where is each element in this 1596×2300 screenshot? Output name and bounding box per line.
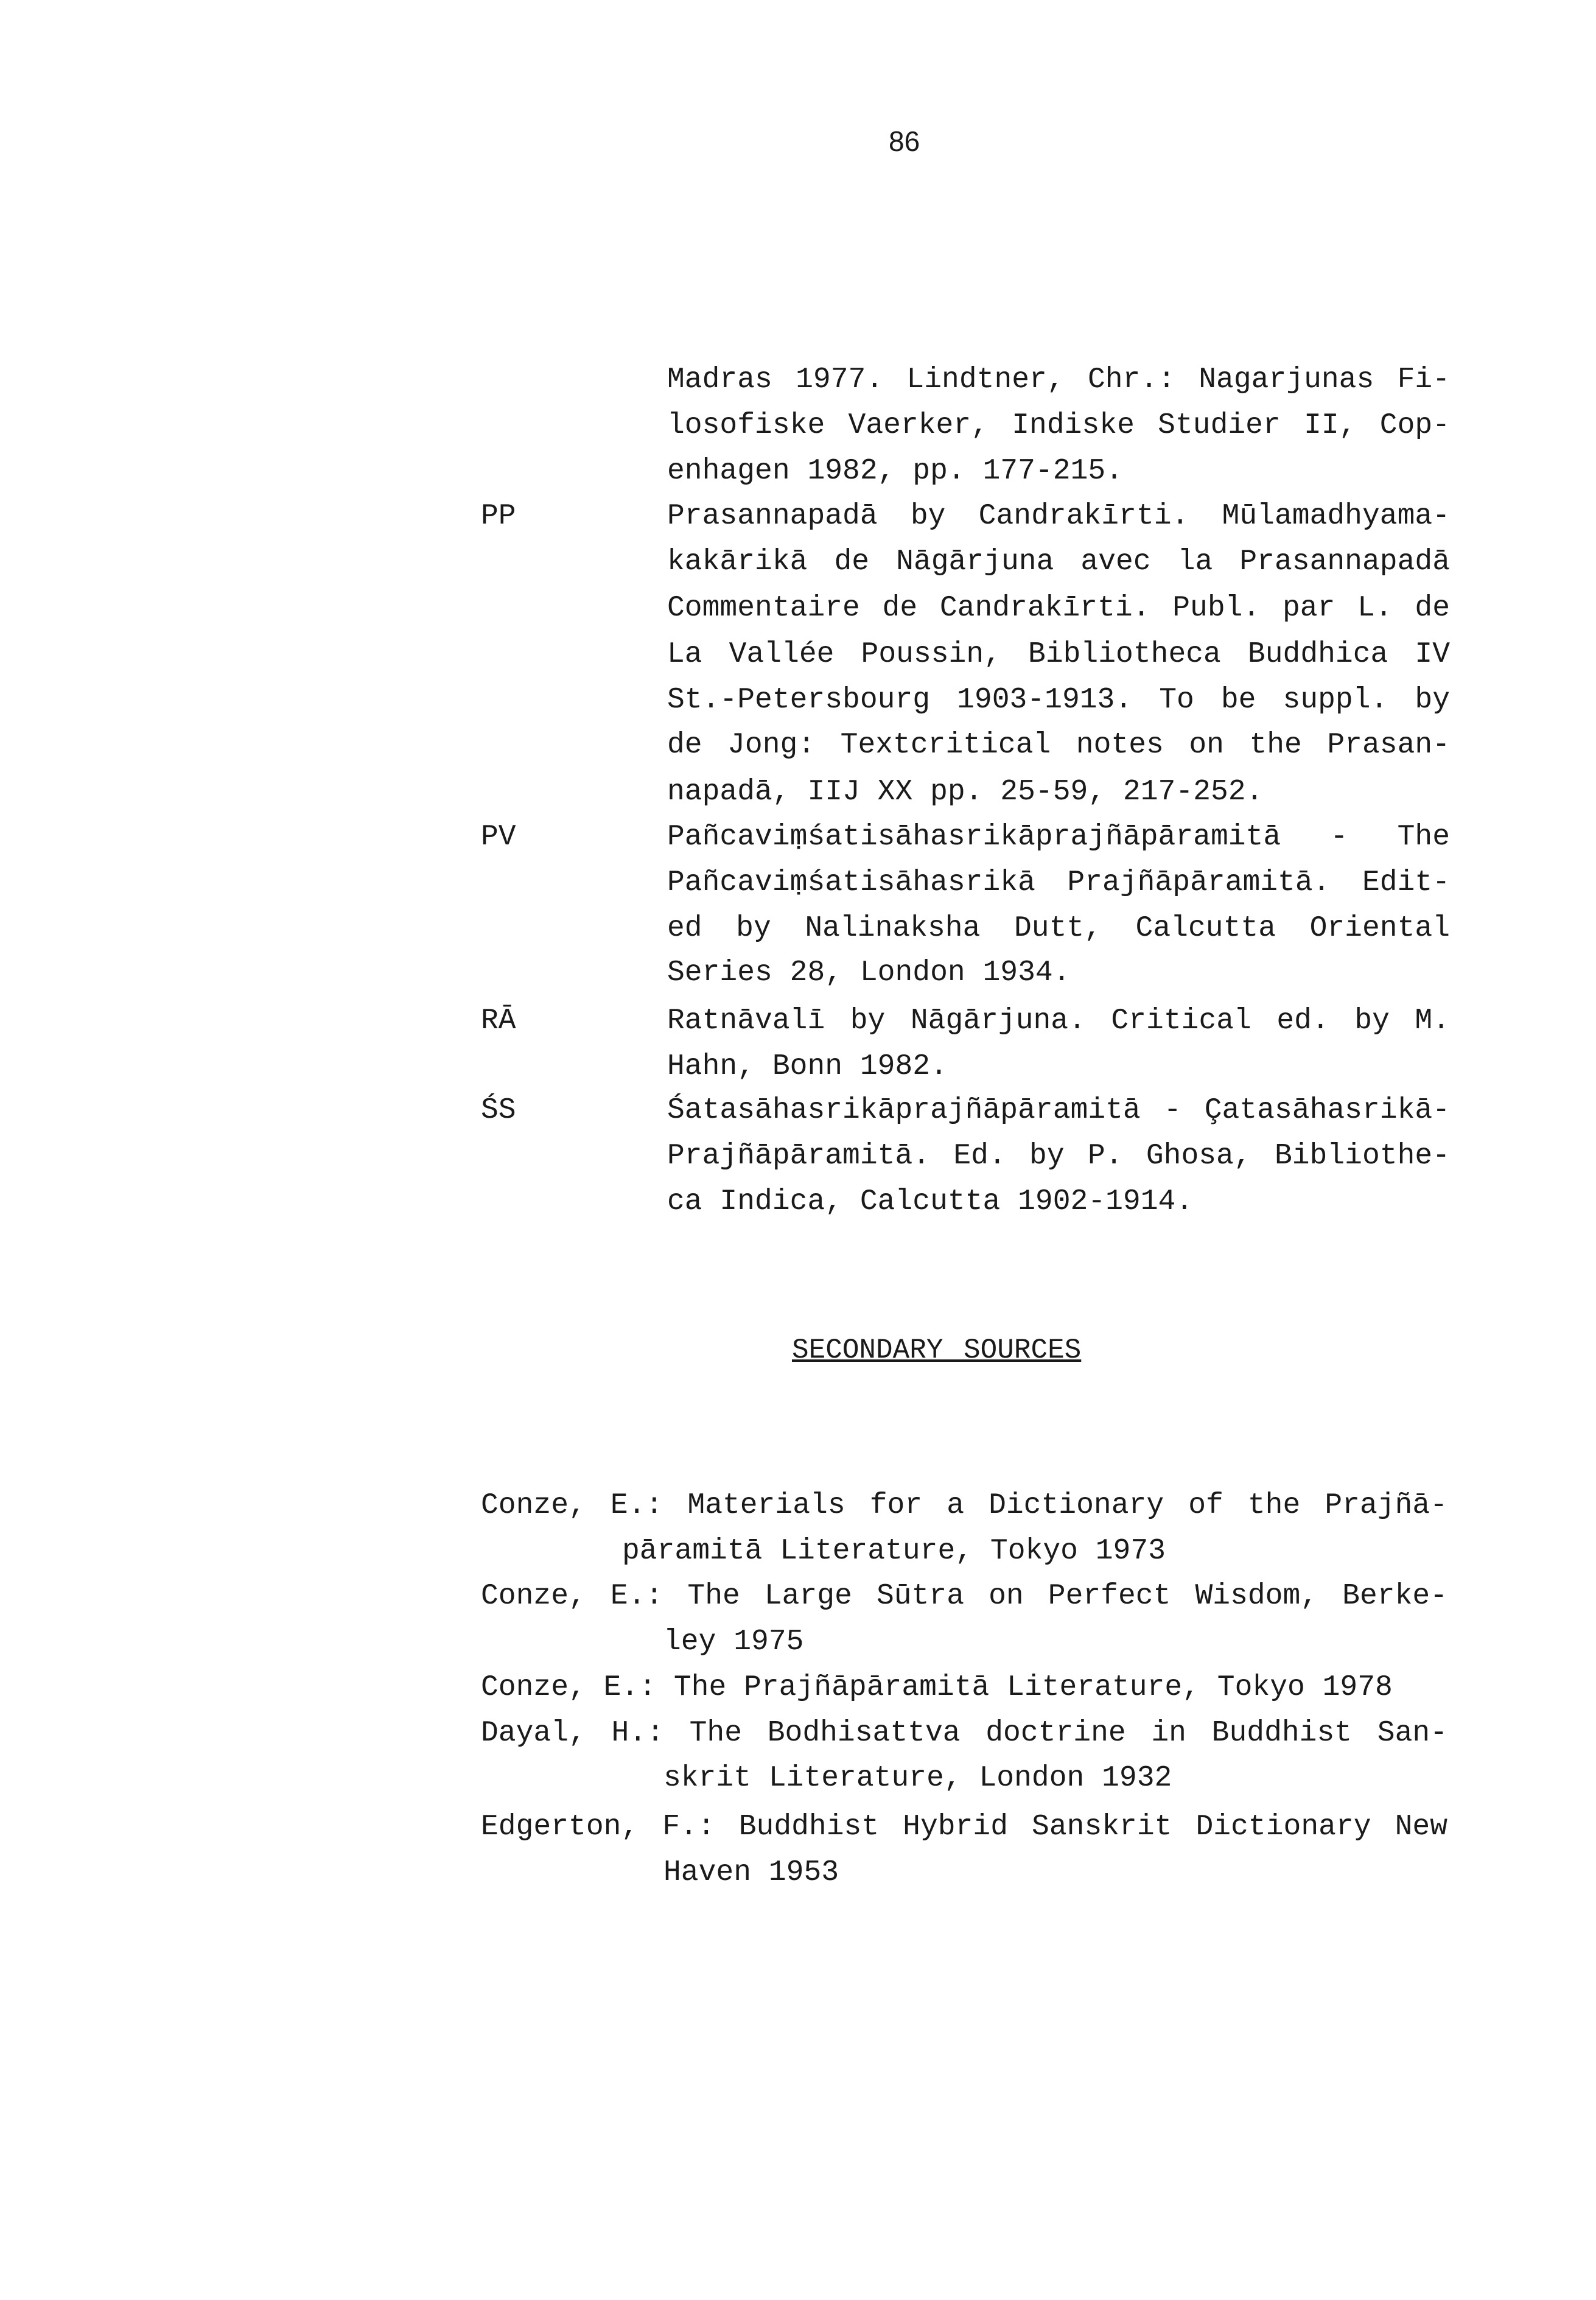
- bib-line: de Jong: Textcritical notes on the Prasan-: [667, 729, 1450, 762]
- bib-line: Series 28, London 1934.: [667, 956, 1071, 989]
- secondary-entry: Conze, E.: The Large Sūtra on Perfect Wisdom, Berke-: [481, 1580, 1447, 1613]
- page-number: 86: [889, 125, 920, 157]
- secondary-entry-cont: ley 1975: [663, 1625, 804, 1658]
- bib-line: losofiske Vaerker, Indiske Studier II, Cop-: [667, 409, 1450, 442]
- bib-line: ca Indica, Calcutta 1902-1914.: [667, 1185, 1194, 1218]
- bib-line: enhagen 1982, pp. 177-215.: [667, 455, 1123, 488]
- bib-line: kakārikā de Nāgārjuna avec la Prasannapadā: [667, 545, 1450, 578]
- bib-line: Pañcaviṃśatisāhasrikāprajñāpāramitā - The: [667, 821, 1450, 854]
- secondary-entry-cont: Haven 1953: [663, 1856, 839, 1889]
- bib-line: Madras 1977. Lindtner, Chr.: Nagarjunas Fi-: [667, 363, 1450, 396]
- secondary-entry-cont: pāramitā Literature, Tokyo 1973: [622, 1535, 1166, 1568]
- bib-line: La Vallée Poussin, Bibliotheca Buddhica IV: [667, 638, 1450, 671]
- bib-line: Hahn, Bonn 1982.: [667, 1050, 948, 1083]
- abbrev-pp: PP: [481, 500, 516, 533]
- abbrev-pv: PV: [481, 821, 516, 854]
- bib-line: Commentaire de Candrakīrti. Publ. par L. de: [667, 592, 1450, 625]
- secondary-entry: Edgerton, F.: Buddhist Hybrid Sanskrit Dictionary New: [481, 1811, 1447, 1843]
- bib-line: Prajñāpāramitā. Ed. by P. Ghosa, Bibliothe-: [667, 1140, 1450, 1173]
- abbrev-ss: ŚS: [481, 1094, 516, 1127]
- bib-line: Prasannapadā by Candrakīrti. Mūlamadhyama-: [667, 500, 1450, 533]
- bib-line: Śatasāhasrikāprajñāpāramitā - Çatasāhasrikā-: [667, 1094, 1450, 1127]
- secondary-entry-cont: skrit Literature, London 1932: [663, 1762, 1172, 1795]
- secondary-entry: Dayal, H.: The Bodhisattva doctrine in Buddhist San-: [481, 1717, 1447, 1750]
- bib-line: Ratnāvalī by Nāgārjuna. Critical ed. by M.: [667, 1004, 1450, 1037]
- secondary-entry: Conze, E.: The Prajñāpāramitā Literature, Tokyo 1978: [481, 1671, 1393, 1704]
- bib-line: St.-Petersbourg 1903-1913. To be suppl. by: [667, 684, 1450, 717]
- bib-line: ed by Nalinaksha Dutt, Calcutta Oriental: [667, 912, 1450, 945]
- secondary-entry: Conze, E.: Materials for a Dictionary of the Prajñā-: [481, 1489, 1447, 1522]
- bib-line: napadā, IIJ XX pp. 25-59, 217-252.: [667, 776, 1264, 808]
- section-heading: SECONDARY SOURCES: [792, 1334, 1082, 1366]
- abbrev-ra: RĀ: [481, 1004, 516, 1037]
- bib-line: Pañcaviṃśatisāhasrikā Prajñāpāramitā. Edit-: [667, 866, 1450, 899]
